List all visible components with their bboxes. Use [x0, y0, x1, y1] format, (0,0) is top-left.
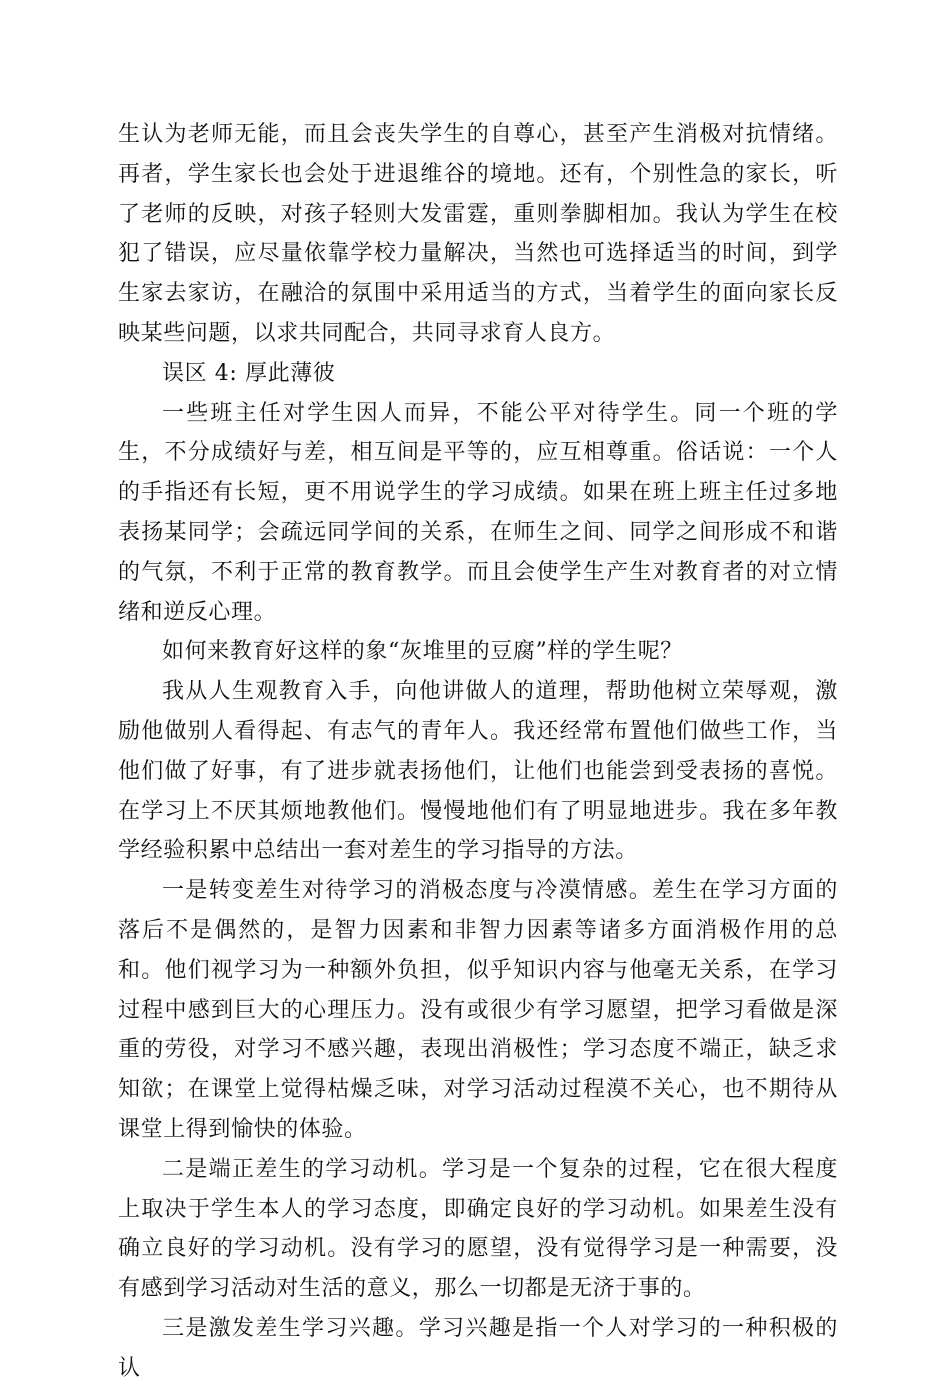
paragraph-approach: 我从人生观教育入手，向他讲做人的道理，帮助他树立荣辱观，激励他做别人看得起、有志气的青年人。我还经常布置他们做些工作，当他们做了好事，有了进步就表扬他们，让他们也能尝到受表扬的喜悦。在学习上不厌其烦地教他们。慢慢地他们有了明显地进步。我在多年教学经验积累中总结出一套对差生的学习指导的方法。 — [118, 679, 838, 864]
paragraph-method-three: 三是激发差生学习兴趣。学习兴趣是指一个人对学习的一种积极的认 — [118, 1315, 838, 1381]
paragraph-continuation: 生认为老师无能，而且会丧失学生的自尊心，甚至产生消极对抗情绪。再者，学生家长也会处于进退维谷的境地。还有，个别性急的家长，听了老师的反映，对孩子轻则大发雷霆，重则拳脚相加。我认为学生在校犯了错误，应尽量依靠学校力量解决，当然也可选择适当的时间，到学生家去家访，在融洽的氛围中采用适当的方式，当着学生的面向家长反映某些问题，以求共同配合，共同寻求育人良方。 — [118, 122, 838, 346]
paragraph-method-two: 二是端正差生的学习动机。学习是一个复杂的过程，它在很大程度上取决于学生本人的学习态度，即确定良好的学习动机。如果差生没有确立良好的学习动机。没有学习的愿望，没有觉得学习是一种需要，没有感到学习活动对生活的意义，那么一切都是无济于事的。 — [118, 1156, 838, 1302]
section-heading-misconception-4: 误区 4: 厚此薄彼 — [162, 360, 336, 386]
paragraph-method-one: 一是转变差生对待学习的消极态度与冷漠情感。差生在学习方面的落后不是偶然的，是智力因素和非智力因素等诸多方面消极作用的总和。他们视学习为一种额外负担，似乎知识内容与他毫无关系，在学习过程中感到巨大的心理压力。没有或很少有学习愿望，把学习看做是深重的劳役，对学习不感兴趣，表现出消极性；学习态度不端正，缺乏求知欲；在课堂上觉得枯燥乏味，对学习活动过程漠不关心，也不期待从课堂上得到愉快的体验。 — [118, 878, 838, 1142]
paragraph-unfair-treatment: 一些班主任对学生因人而异，不能公平对待学生。同一个班的学生，不分成绩好与差，相互间是平等的，应互相尊重。俗话说：一个人的手指还有长短，更不用说学生的学习成绩。如果在班上班主任过多地表扬某同学；会疏远同学间的关系，在师生之间、同学之间形成不和谐的气氛，不利于正常的教育教学。而且会使学生产生对教育者的对立情绪和逆反心理。 — [118, 400, 838, 625]
paragraph-question: 如何来教育好这样的象“灰堆里的豆腐”样的学生呢？ — [162, 639, 683, 665]
document-page — [118, 115, 838, 1389]
